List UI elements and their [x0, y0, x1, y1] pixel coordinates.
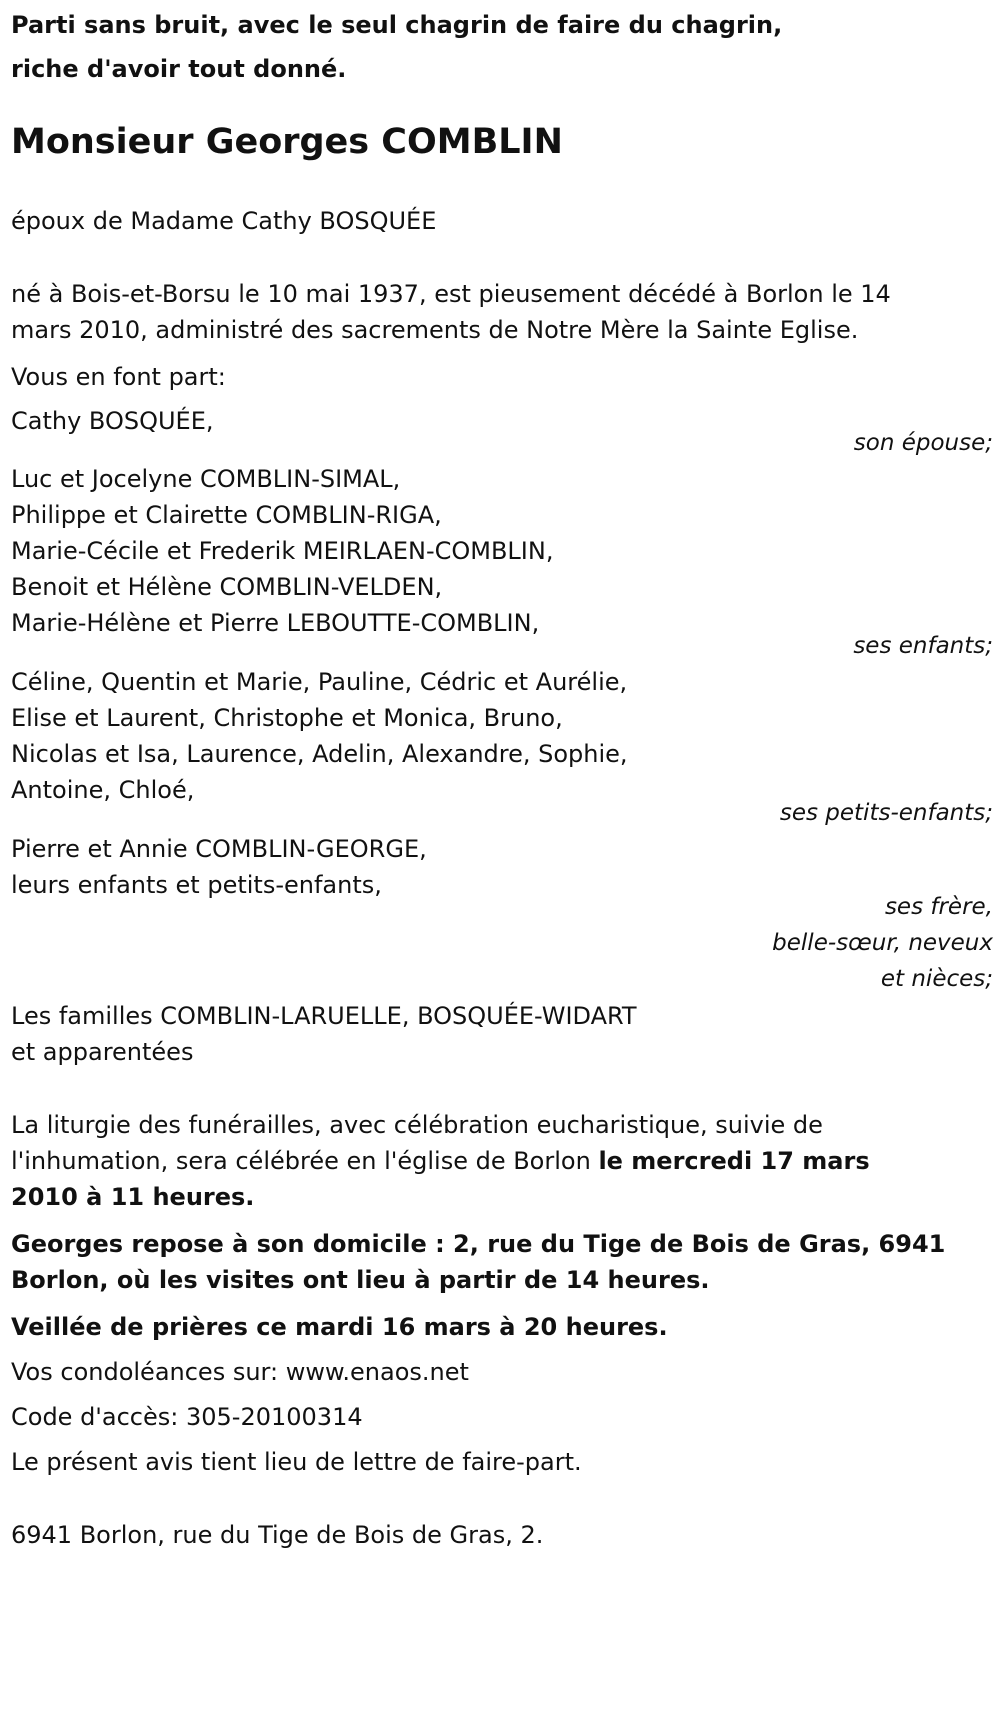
- siblings-role-line: belle-sœur, neveux: [772, 930, 993, 956]
- deceased-name: Monsieur Georges COMBLIN: [11, 122, 563, 162]
- families-line: et apparentées: [11, 1038, 194, 1066]
- ceremony-time: 2010 à 11 heures.: [11, 1183, 255, 1211]
- siblings-role-line: ses frère,: [884, 894, 993, 920]
- child-name: Marie-Cécile et Frederik MEIRLAEN-COMBLIN,: [11, 537, 554, 565]
- grandchildren-role: ses petits-enfants;: [779, 800, 993, 826]
- epigraph-line-2: riche d'avoir tout donné.: [11, 55, 347, 83]
- child-name: Benoit et Hélène COMBLIN-VELDEN,: [11, 573, 443, 601]
- epigraph-line-1: Parti sans bruit, avec le seul chagrin de faire du chagrin,: [11, 11, 783, 39]
- grandchildren-line: Antoine, Chloé,: [11, 776, 195, 804]
- siblings-role-line: et nièces;: [880, 966, 993, 992]
- families-line: Les familles COMBLIN-LARUELLE, BOSQUÉE-WIDART: [11, 1002, 637, 1030]
- grandchildren-line: Elise et Laurent, Christophe et Monica, Bruno,: [11, 704, 563, 732]
- birth-death-line-2: mars 2010, administré des sacrements de Notre Mère la Sainte Eglise.: [11, 316, 859, 344]
- announcement-intro: Vous en font part:: [11, 363, 226, 391]
- rest-line-2: Borlon, où les visites ont lieu à partir de 14 heures.: [11, 1266, 710, 1294]
- ceremony-line-2: [11, 1146, 870, 1176]
- notice-line: Le présent avis tient lieu de lettre de faire-part.: [11, 1448, 582, 1476]
- sibling-line: Pierre et Annie COMBLIN-GEORGE,: [11, 835, 427, 863]
- grandchildren-line: Céline, Quentin et Marie, Pauline, Cédric et Aurélie,: [11, 668, 628, 696]
- ceremony-line-1: La liturgie des funérailles, avec célébration eucharistique, suivie de: [11, 1111, 823, 1139]
- ceremony-date: le mercredi 17 mars: [598, 1147, 870, 1175]
- rest-line-1: Georges repose à son domicile : 2, rue du Tige de Bois de Gras, 6941: [11, 1230, 946, 1258]
- grandchildren-line: Nicolas et Isa, Laurence, Adelin, Alexandre, Sophie,: [11, 740, 628, 768]
- condolences-line: Vos condoléances sur: www.enaos.net: [11, 1358, 469, 1386]
- spouse-role: son épouse;: [853, 430, 993, 456]
- children-role: ses enfants;: [853, 633, 993, 659]
- sibling-line: leurs enfants et petits-enfants,: [11, 871, 382, 899]
- address-line: 6941 Borlon, rue du Tige de Bois de Gras, 2.: [11, 1521, 544, 1549]
- child-name: Philippe et Clairette COMBLIN-RIGA,: [11, 501, 442, 529]
- access-code-line: Code d'accès: 305-20100314: [11, 1403, 363, 1431]
- spouse-name: Cathy BOSQUÉE,: [11, 407, 214, 435]
- ceremony-text: l'inhumation, sera célébrée en l'église de Borlon: [11, 1147, 599, 1175]
- spouse-line: époux de Madame Cathy BOSQUÉE: [11, 207, 437, 235]
- vigil-line: Veillée de prières ce mardi 16 mars à 20 heures.: [11, 1313, 668, 1341]
- birth-death-line-1: né à Bois-et-Borsu le 10 mai 1937, est pieusement décédé à Borlon le 14: [11, 280, 891, 308]
- child-name: Marie-Hélène et Pierre LEBOUTTE-COMBLIN,: [11, 609, 540, 637]
- child-name: Luc et Jocelyne COMBLIN-SIMAL,: [11, 465, 401, 493]
